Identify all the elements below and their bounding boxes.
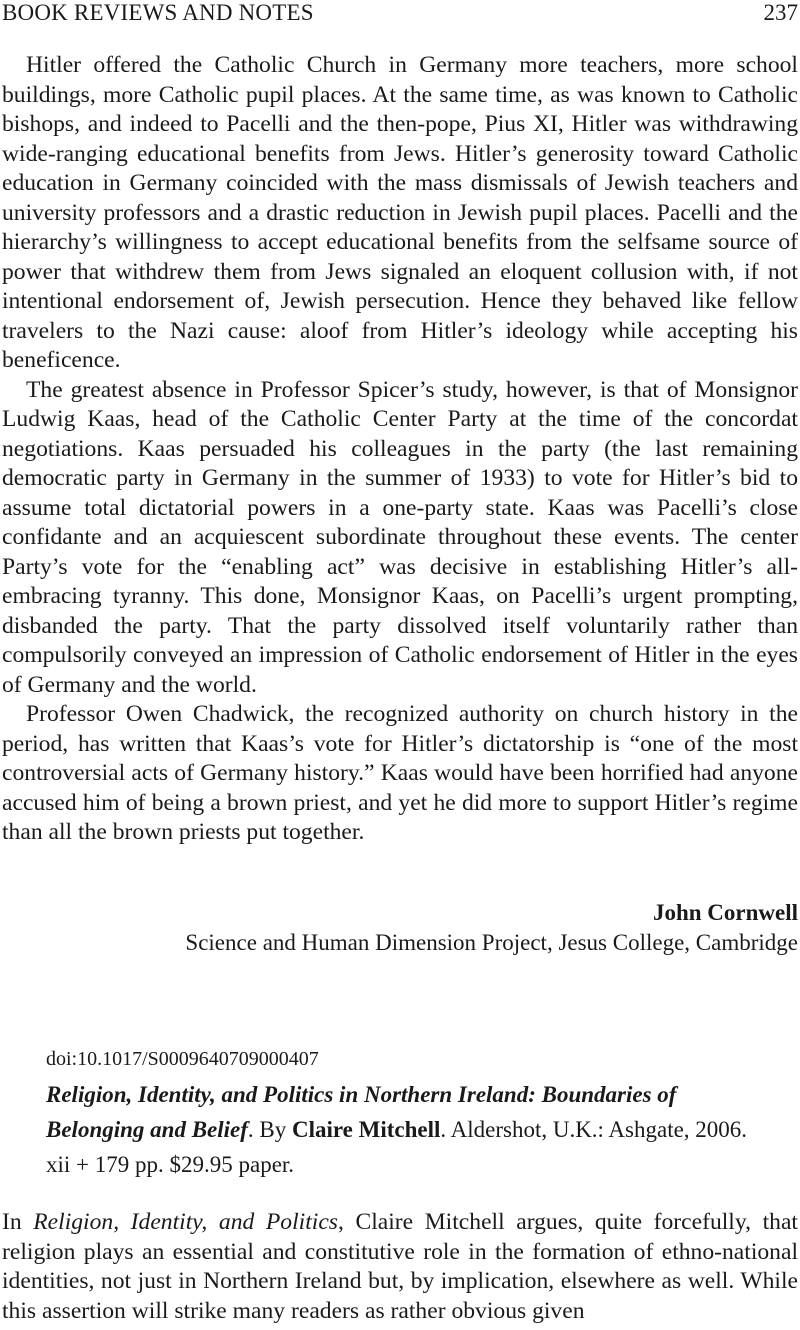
reviewer-name: John Cornwell [652,900,798,925]
reviewer-signature [185,898,798,958]
running-head-title: BOOK REVIEWS AND NOTES [2,0,314,25]
paragraph-2: The greatest absence in Professor Spicer’s study, however, is that of Monsignor Ludwig Kaas, head of the Catholic Center Party at the time of the concordat negotiations. Kaas persuaded his colleagues in the party (the last remaining democratic party in Germany in the summer of 1933) to vote for Hitler’s bid to assume total dictatorial powers in a one-party state. Kaas was Pacelli’s close confidante and an acquiescent subordinate throughout these events. The center Party’s vote for the “enabling act” was decisive in establishing Hitler’s all-embracing tyranny. This done, Monsignor Kaas, on Pacelli’s urgent prompting, disbanded the party. That the party dissolved itself voluntarily rather than compulsorily conveyed an impression of Catholic endorsement of Hitler in the eyes of Germany and the world. [2,376,798,698]
review-opening-paragraph [2,1208,798,1326]
review-text-rest: , Claire Mitchell argues, quite forcefully, that religion plays an essential and constitutive role in the formation of ethno-national identities, not just in Northern Ireland but, by implication, elsewhere as well. While this assertion will strike many readers as rather obvious given [2,1209,798,1324]
book-citation [46,1077,758,1182]
running-head [2,0,798,28]
doi-line: doi:10.1017/S0009640709000407 [46,1048,319,1070]
page-number: 237 [763,0,798,25]
review-body [2,51,798,848]
paragraph-3: Professor Owen Chadwick, the recognized authority on church history in the period, has written that Kaas’s vote for Hitler’s dictatorship is “one of the most controversial acts of Germany history.” Kaas would have been horrified had anyone accused him of being a brown priest, and yet he did more to support Hitler’s regime than all the brown priests put together. [2,701,798,845]
publication-info: . Aldershot, U.K.: Ashgate, 2006. xii + 179 pp. $29.95 paper. [46,1117,748,1177]
paragraph-1: Hitler offered the Catholic Church in Germany more teachers, more school buildings, more Catholic pupil places. At the same time, as was known to Catholic bishops, and indeed to Pacelli and the then-pope, Pius XI, Hitler was withdrawing wide-ranging educational benefits from Jews. Hitler’s generosity toward Catholic education in Germany coincided with the mass dismissals of Jewish teachers and university professors and a drastic reduction in Jewish pupil places. Pacelli and the hierarchy’s willingness to accept educational benefits from the selfsame source of power that withdrew them from Jews signaled an eloquent collusion with, if not intentional endorsement of, Jewish persecution. Hence they behaved like fellow travelers to the Nazi cause: aloof from Hitler’s ideology while accepting his beneficence. [2,52,798,373]
book-author: Claire Mitchell [292,1117,441,1142]
book-title: Religion, Identity, and Politics in Northern Ireland: Boundaries of Belonging and Belief [46,1082,677,1142]
review-text-intro: In [2,1209,34,1235]
by-label: . By [247,1117,292,1142]
review-title-reference: Religion, Identity, and Politics [33,1209,338,1235]
reviewer-affiliation: Science and Human Dimension Project, Jesus College, Cambridge [185,930,798,955]
